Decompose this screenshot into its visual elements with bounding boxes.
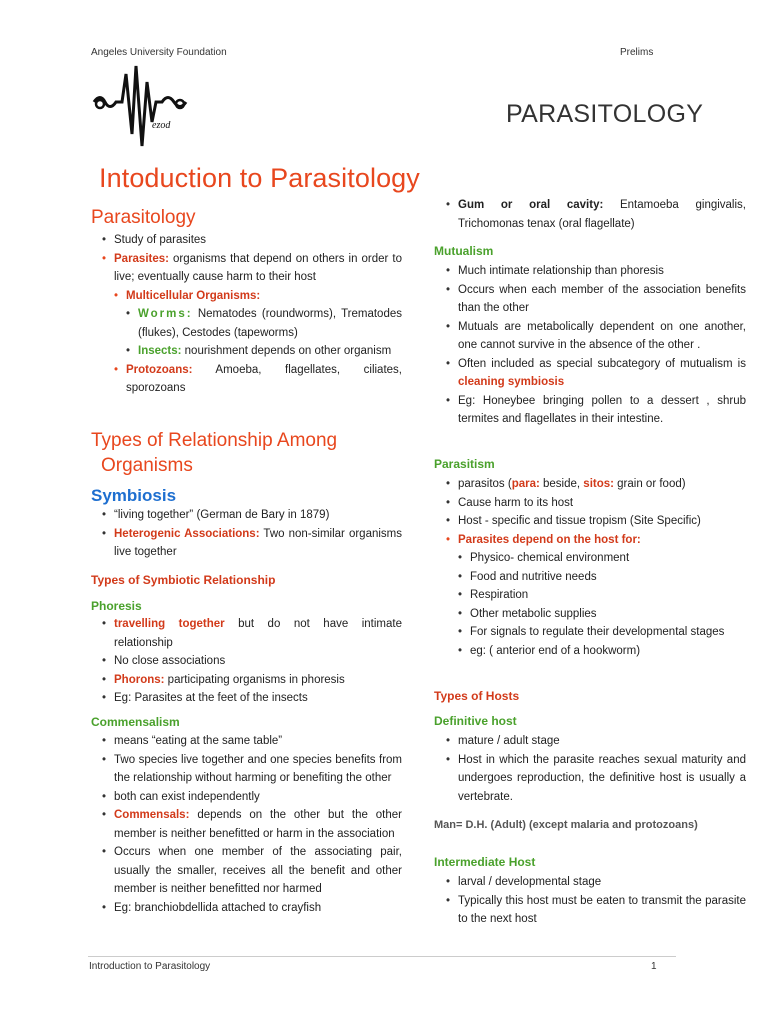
list-item: • Parasites depend on the host for: bbox=[458, 531, 746, 550]
list-item: • Host in which the parasite reaches sexual maturity and undergoes reproduction, the definitive host is usually a vertebrate. bbox=[458, 751, 746, 807]
list-item: • both can exist independently bbox=[114, 788, 402, 807]
logo bbox=[92, 62, 188, 148]
definitive-section bbox=[458, 732, 746, 806]
list-item: • Respiration bbox=[470, 586, 746, 605]
types-relationship-heading: Types of Relationship Among Organisms bbox=[91, 430, 338, 476]
intermediate-host-heading: Intermediate Host bbox=[434, 855, 536, 869]
symbiosis-section bbox=[114, 506, 402, 562]
logo-script: ezod bbox=[152, 120, 171, 131]
university-name: Angeles University Foundation bbox=[91, 47, 227, 58]
list-item: • mature / adult stage bbox=[458, 732, 746, 751]
list-item: • Phorons: participating organisms in phoresis bbox=[114, 671, 402, 690]
list-item: • Insects: nourishment depends on other organism bbox=[138, 342, 402, 361]
list-item: • larval / developmental stage bbox=[458, 873, 746, 892]
list-item: • Commensals: depends on the other but the other member is neither benefitted or harm in the association bbox=[114, 806, 402, 843]
page-number: 1 bbox=[651, 961, 657, 972]
phoresis-section bbox=[114, 615, 402, 708]
gum-section bbox=[458, 196, 746, 233]
list-item: • Protozoans: Amoeba, flagellates, ciliates, sporozoans bbox=[126, 361, 402, 398]
intermediate-section bbox=[458, 873, 746, 929]
mutualism-section bbox=[458, 262, 746, 429]
phoresis-heading: Phoresis bbox=[91, 599, 142, 613]
types-symbiotic-heading: Types of Symbiotic Relationship bbox=[91, 573, 276, 587]
list-item: • travelling together but do not have intimate relationship bbox=[114, 615, 402, 652]
parasitology-section bbox=[114, 231, 402, 398]
list-item: • Multicellular Organisms: bbox=[126, 287, 402, 306]
list-item: • means “eating at the same table” bbox=[114, 732, 402, 751]
list-item: • Worms: Nematodes (roundworms), Trematodes (flukes), Cestodes (tapeworms) bbox=[138, 305, 402, 342]
list-item: • Food and nutritive needs bbox=[470, 568, 746, 587]
list-item: • Eg: branchiobdellida attached to crayfish bbox=[114, 899, 402, 918]
parasitism-heading: Parasitism bbox=[434, 457, 495, 471]
list-item: • Heterogenic Associations: Two non-similar organisms live together bbox=[114, 525, 402, 562]
list-item: • Study of parasites bbox=[114, 231, 402, 250]
symbiosis-heading: Symbiosis bbox=[91, 486, 177, 505]
list-item: • Gum or oral cavity: Entamoeba gingivalis, Trichomonas tenax (oral flagellate) bbox=[458, 196, 746, 233]
footer-divider bbox=[88, 956, 676, 957]
subject-title: PARASITOLOGY bbox=[506, 100, 704, 128]
list-item: • Parasites: organisms that depend on others in order to live; eventually cause harm to their host bbox=[114, 250, 402, 287]
list-item: • Other metabolic supplies bbox=[470, 605, 746, 624]
types-hosts-heading: Types of Hosts bbox=[434, 689, 520, 703]
list-item: • Typically this host must be eaten to transmit the parasite to the next host bbox=[458, 892, 746, 929]
list-item: • “living together” (German de Bary in 1879) bbox=[114, 506, 402, 525]
parasitism-section bbox=[458, 475, 746, 660]
list-item: • Eg: Parasites at the feet of the insects bbox=[114, 689, 402, 708]
man-dh-note: Man= D.H. (Adult) (except malaria and protozoans) bbox=[434, 819, 698, 831]
list-item: • Much intimate relationship than phoresis bbox=[458, 262, 746, 281]
page-title: Intoduction to Parasitology bbox=[99, 163, 420, 193]
mutualism-heading: Mutualism bbox=[434, 244, 494, 258]
list-item: • Host - specific and tissue tropism (Site Specific) bbox=[458, 512, 746, 531]
term-label: Prelims bbox=[620, 47, 654, 58]
list-item: • Occurs when each member of the association benefits than the other bbox=[458, 281, 746, 318]
commensalism-heading: Commensalism bbox=[91, 715, 180, 729]
commensalism-section bbox=[114, 732, 402, 917]
list-item: • No close associations bbox=[114, 652, 402, 671]
list-item: • Physico- chemical environment bbox=[470, 549, 746, 568]
list-item: • Cause harm to its host bbox=[458, 494, 746, 513]
list-item: • parasitos (para: beside, sitos: grain or food) bbox=[458, 475, 746, 494]
list-item: • eg: ( anterior end of a hookworm) bbox=[470, 642, 746, 661]
list-item: • For signals to regulate their developmental stages bbox=[470, 623, 746, 642]
footer-title: Introduction to Parasitology bbox=[89, 961, 211, 972]
parasitology-heading: Parasitology bbox=[91, 207, 196, 228]
list-item: • Often included as special subcategory of mutualism is cleaning symbiosis bbox=[458, 355, 746, 392]
list-item: • Mutuals are metabolically dependent on one another, one cannot survive in the absence of the other . bbox=[458, 318, 746, 355]
list-item: • Two species live together and one species benefits from the relationship without harming or benefiting the other bbox=[114, 751, 402, 788]
definitive-host-heading: Definitive host bbox=[434, 714, 517, 728]
list-item: • Eg: Honeybee bringing pollen to a dessert , shrub termites and flagellates in their intestine. bbox=[458, 392, 746, 429]
list-item: • Occurs when one member of the associating pair, usually the smaller, receives all the benefit and other member is neither benefitted nor harmed bbox=[114, 843, 402, 899]
